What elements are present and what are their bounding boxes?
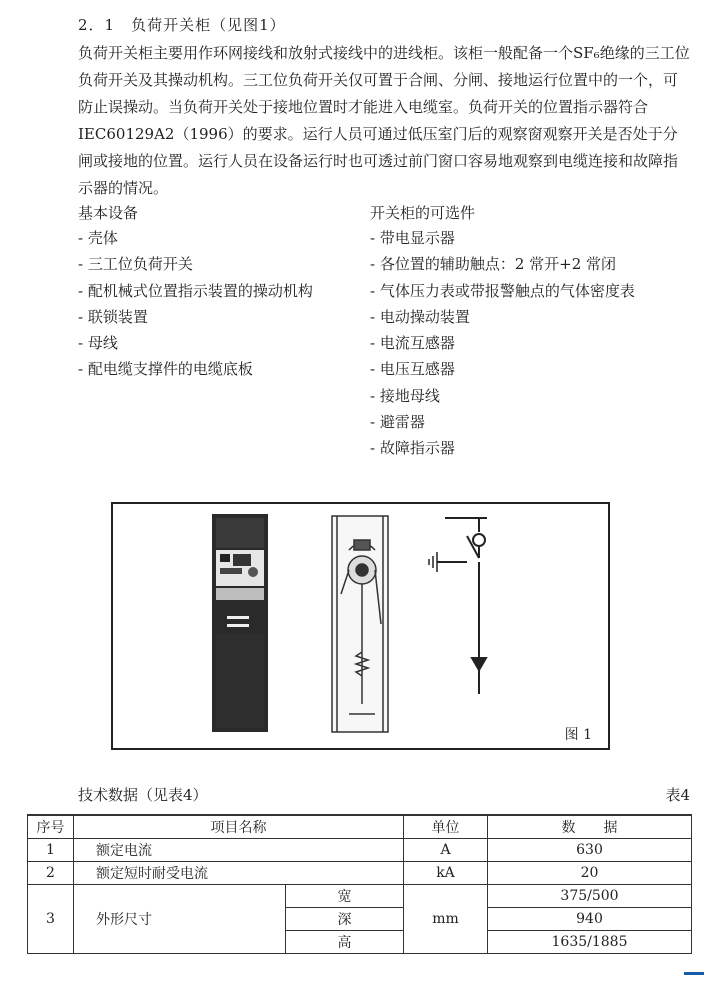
table-row xyxy=(28,839,692,862)
table-cell: mm xyxy=(404,885,488,954)
figure-drawing xyxy=(113,504,608,748)
list-item: - 配电缆支撑件的电缆底板 xyxy=(78,360,253,379)
optional-parts-list xyxy=(370,225,635,462)
list-item: - 联锁装置 xyxy=(78,307,148,326)
table-title: 技术数据（见表4） xyxy=(78,786,208,804)
table-cell: 630 xyxy=(488,839,692,862)
table-cell: 高 xyxy=(286,931,404,954)
basic-equipment-heading: 基本设备 xyxy=(78,204,139,222)
body-paragraph: 负荷开关柜主要用作环网接线和放射式接线中的进线柜。该柜一般配备一个SF₆绝缘的三工位负荷开关及其操动机构。三工位负荷开关仅可置于合闸、分闸、接地运行位置中的一个，可防止误操动。当负荷开关处于接地位置时才能进入电缆室。负荷开关的位置指示器符合IEC60129A2（1996）的要求。运行人员可通过低压室门后的观察窗观察开关是否处于分闸或接地的位置。运行人员在设备运行时也可透过前门窗口容易地观察到电缆连接和故障指示器的情况。 xyxy=(78,44,690,197)
list-item: - 电流互感器 xyxy=(370,334,455,353)
table-cell: 20 xyxy=(488,862,692,885)
list-item: - 避雷器 xyxy=(370,413,425,432)
table-cell: 额定短时耐受电流 xyxy=(74,862,404,885)
header-cell: 数 据 xyxy=(488,815,692,839)
list-item: - 故障指示器 xyxy=(370,439,455,458)
table-cell: 375/500 xyxy=(488,885,692,908)
list-item: - 配机械式位置指示装置的操动机构 xyxy=(78,281,313,300)
single-line-diagram xyxy=(429,518,487,694)
cabinet-side-view xyxy=(332,516,388,732)
table-cell: 1 xyxy=(28,839,74,862)
list-item: - 带电显示器 xyxy=(370,229,455,247)
figure-label: 图 1 xyxy=(564,727,592,743)
section-title: 2．1 负荷开关柜（见图1） xyxy=(78,16,286,34)
table-ref: 表4 xyxy=(665,786,690,804)
list-item: - 各位置的辅助触点：2 常开+2 常闭 xyxy=(370,255,617,274)
list-item: - 母线 xyxy=(78,334,118,353)
table-cell: 1635/1885 xyxy=(488,931,692,954)
header-cell: 项目名称 xyxy=(74,815,404,839)
table-cell: 宽 xyxy=(286,885,404,908)
table-cell: 2 xyxy=(28,862,74,885)
table-cell: 940 xyxy=(488,908,692,931)
list-item: - 电动操动装置 xyxy=(370,307,470,326)
list-item: - 三工位负荷开关 xyxy=(78,255,193,274)
page-corner-mark xyxy=(684,972,704,975)
table-row xyxy=(28,862,692,885)
list-item: - 接地母线 xyxy=(370,386,440,405)
table-cell: A xyxy=(404,839,488,862)
figure-1 xyxy=(111,502,610,750)
header-cell: 序号 xyxy=(28,815,74,839)
table-cell: 外形尺寸 xyxy=(74,885,286,954)
optional-parts-heading: 开关柜的可选件 xyxy=(370,204,476,222)
table-cell: 3 xyxy=(28,885,74,954)
table-cell: 额定电流 xyxy=(74,839,404,862)
spec-table xyxy=(27,814,692,954)
table-header-row xyxy=(28,815,692,839)
list-item: - 气体压力表或带报警触点的气体密度表 xyxy=(370,281,635,300)
basic-equipment-list xyxy=(78,225,313,383)
list-item: - 电压互感器 xyxy=(370,360,455,379)
header-cell: 单位 xyxy=(404,815,488,839)
table-row xyxy=(28,885,692,908)
table-cell: 深 xyxy=(286,908,404,931)
cabinet-front-view xyxy=(212,514,268,732)
list-item: - 壳体 xyxy=(78,229,118,247)
table-cell: kA xyxy=(404,862,488,885)
